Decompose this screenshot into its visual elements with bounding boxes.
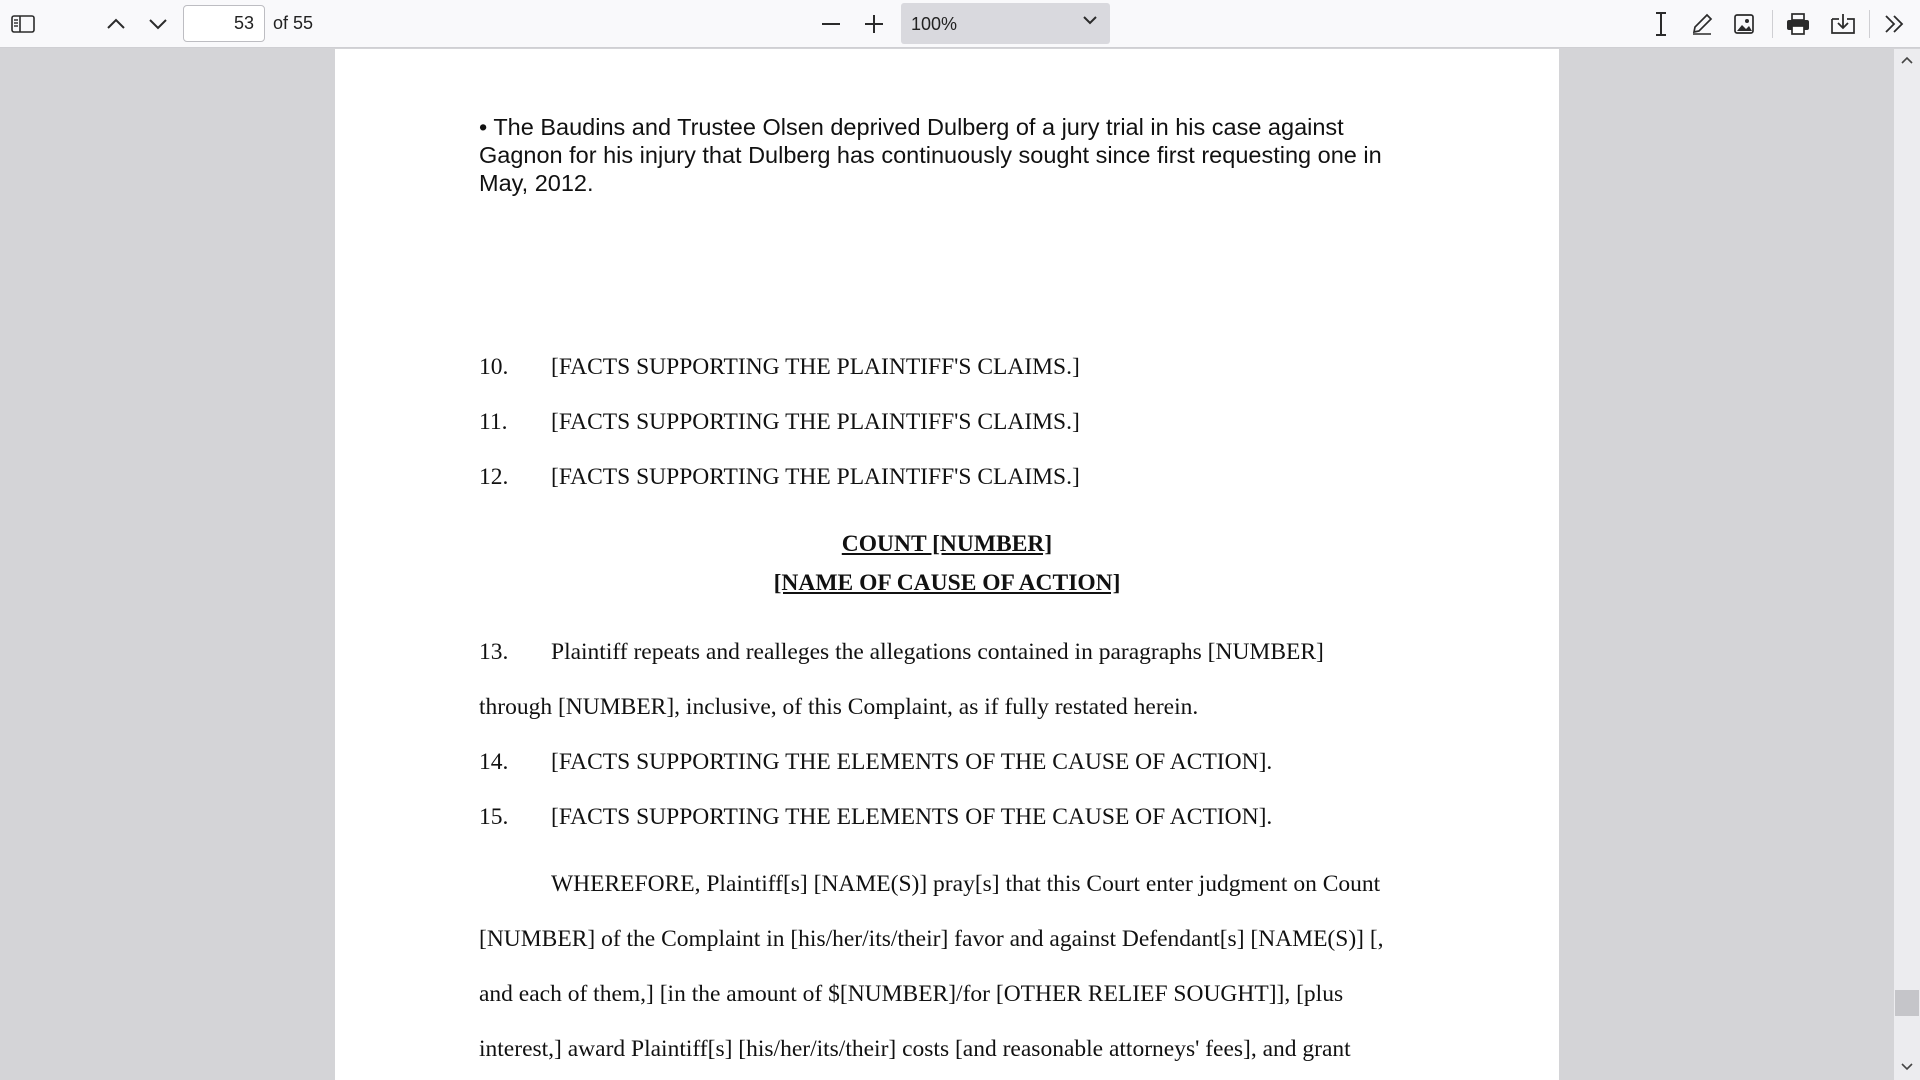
paragraph-text: [FACTS SUPPORTING THE PLAINTIFF'S CLAIMS.] — [551, 354, 1080, 380]
more-tools-button[interactable] — [1876, 6, 1912, 42]
wherefore-line-4: interest,] award Plaintiff[s] [his/her/its/their] costs [and reasonable attorneys' fees], and grant — [479, 1036, 1351, 1062]
cause-heading: [NAME OF CAUSE OF ACTION] — [773, 570, 1121, 596]
pdf-toolbar — [0, 0, 1920, 48]
page-count-label: of 55 — [273, 13, 314, 33]
chevron-down-icon — [148, 18, 168, 30]
scroll-thumb[interactable] — [1895, 990, 1919, 1016]
zoom-value: 100% — [911, 14, 958, 34]
paragraph-number: 12. — [479, 464, 509, 490]
image-icon — [1733, 13, 1755, 35]
previous-page-button[interactable] — [98, 6, 134, 42]
draw-tool-button[interactable] — [1684, 6, 1720, 42]
scroll-down-arrow[interactable] — [1894, 1056, 1920, 1078]
next-page-button[interactable] — [140, 6, 176, 42]
toolbar-divider — [1869, 10, 1870, 38]
sidebar-toggle-icon[interactable] — [5, 6, 41, 42]
toolbar-divider — [1772, 10, 1773, 38]
paragraph-number: 10. — [479, 354, 509, 380]
zoom-select[interactable] — [901, 3, 1110, 44]
paragraph-text: [FACTS SUPPORTING THE PLAINTIFF'S CLAIMS.] — [551, 409, 1080, 435]
save-button[interactable] — [1825, 6, 1861, 42]
chevron-up-icon — [106, 18, 126, 30]
zoom-out-button[interactable] — [813, 6, 849, 42]
paragraph-number: 14. — [479, 749, 509, 775]
chevron-down-icon — [1901, 1063, 1913, 1071]
double-chevron-right-icon — [1883, 14, 1905, 34]
paragraph-text: Plaintiff repeats and realleges the allegations contained in paragraphs [NUMBER] — [551, 639, 1324, 665]
zoom-in-button[interactable] — [856, 6, 892, 42]
print-button[interactable] — [1780, 6, 1816, 42]
paragraph-number: 11. — [479, 409, 508, 435]
paragraph-text: [FACTS SUPPORTING THE ELEMENTS OF THE CAUSE OF ACTION]. — [551, 749, 1273, 775]
bullet-paragraph: • The Baudins and Trustee Olsen deprived Dulberg of a jury trial in his case against Gagnon for his injury that Dulberg has continuously sought since first requesting one in May, 2012. — [479, 114, 1382, 196]
minus-icon — [821, 22, 841, 26]
wherefore-line-3: and each of them,] [in the amount of $[NUMBER]/for [OTHER RELIEF SOUGHT]], [plus — [479, 981, 1344, 1007]
pen-icon — [1690, 12, 1714, 36]
wherefore-text: WHEREFORE, Plaintiff[s] [NAME(S)] pray[s] that this Court enter judgment on Count — [551, 871, 1381, 897]
vertical-scrollbar[interactable] — [1894, 49, 1920, 1080]
plus-icon — [864, 14, 884, 34]
paragraph-number: 13. — [479, 639, 509, 665]
count-heading: COUNT [NUMBER] — [841, 531, 1053, 557]
paragraph-number: 15. — [479, 804, 509, 830]
chevron-down-icon — [1082, 15, 1098, 25]
text-cursor-icon — [1653, 11, 1669, 37]
pdf-page — [335, 49, 1559, 1080]
paragraph-text: [FACTS SUPPORTING THE ELEMENTS OF THE CAUSE OF ACTION]. — [551, 804, 1273, 830]
scroll-up-arrow[interactable] — [1894, 49, 1920, 71]
printer-icon — [1786, 13, 1810, 35]
paragraph-text: [FACTS SUPPORTING THE PLAINTIFF'S CLAIMS.] — [551, 464, 1080, 490]
wherefore-line-2: [NUMBER] of the Complaint in [his/her/its/their] favor and against Defendant[s] [NAME(S)] [, — [479, 926, 1384, 952]
document-viewer[interactable] — [0, 49, 1894, 1080]
paragraph-13-continuation: through [NUMBER], inclusive, of this Complaint, as if fully restated herein. — [479, 694, 1199, 720]
chevron-up-icon — [1901, 56, 1913, 64]
download-icon — [1830, 13, 1856, 35]
image-tool-button[interactable] — [1726, 6, 1762, 42]
page-number-input[interactable] — [183, 5, 265, 42]
text-tool-button[interactable] — [1643, 6, 1679, 42]
